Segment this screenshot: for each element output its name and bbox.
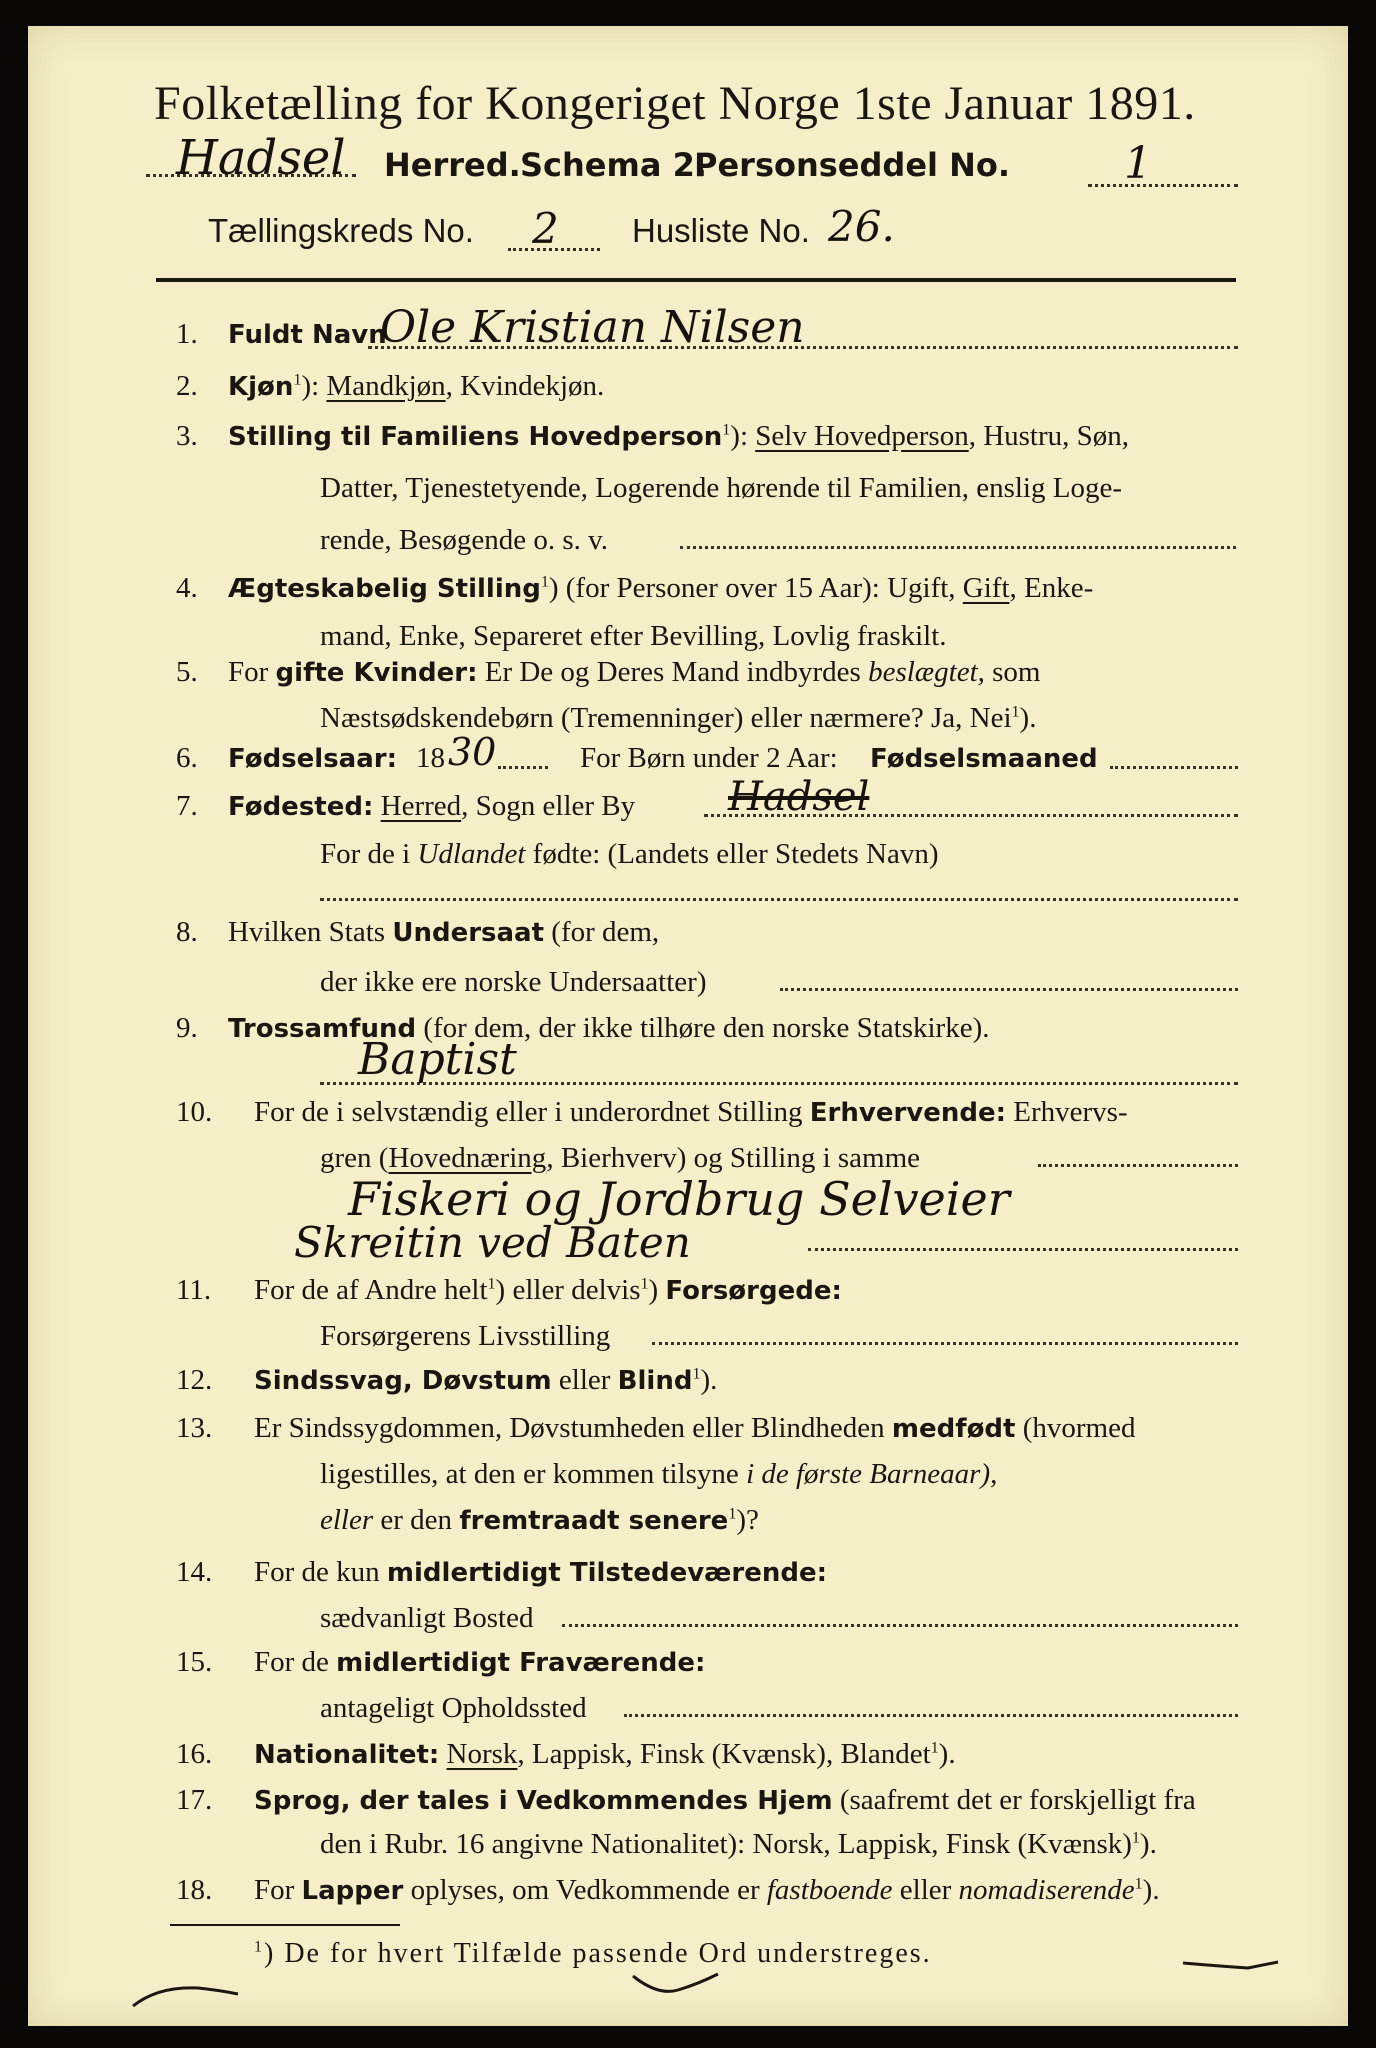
birthplace-line-2 <box>320 838 939 871</box>
dependent-sup-2: 1 <box>640 1275 649 1293</box>
lapp-label: Lapper <box>301 1876 404 1906</box>
occupation-end: Erhvervs- <box>1013 1096 1128 1128</box>
congenital-pre: Er Sindssygdommen, Døvstumheden eller Blindheden <box>254 1412 885 1444</box>
dependent-mid: ) eller delvis <box>495 1274 641 1306</box>
religion-label: Trossamfund <box>228 1014 417 1044</box>
language-end: ). <box>1139 1828 1157 1860</box>
herred-handwritten: Hadsel <box>176 130 346 186</box>
occupation-dotted-line <box>1038 1164 1238 1167</box>
marital-sup: 1 <box>540 573 549 591</box>
position-colon: ): <box>730 420 749 452</box>
congenital-line-3-italic: eller <box>320 1504 374 1536</box>
birthplace-options: , Sogn eller By <box>461 790 636 822</box>
temp-absent-dotted-line <box>624 1714 1238 1717</box>
pen-mark-left <box>128 1976 248 2016</box>
congenital-line-2-pre: ligestilles, at den er kommen tilsyne <box>320 1458 739 1490</box>
dependent-sup-1: 1 <box>487 1275 496 1293</box>
marital-line-1 <box>228 572 1093 605</box>
item-number-18: 18. <box>176 1874 213 1906</box>
abroad-pre: For de i <box>320 838 411 870</box>
lapp-end: ). <box>1142 1874 1160 1906</box>
occupation-line-2 <box>320 1142 920 1175</box>
congenital-line-3-bold: fremtraadt senere <box>459 1506 729 1536</box>
position-dotted-line <box>680 546 1236 549</box>
item-number-7: 7. <box>176 790 198 822</box>
dependent-line-2: Forsørgerens Livsstilling <box>320 1320 611 1352</box>
married-women-label: gifte Kvinder: <box>275 658 478 688</box>
congenital-line-2 <box>320 1458 997 1491</box>
lapp-mid: oplyses, om Vedkommende er <box>410 1874 760 1906</box>
gender-other: , Kvindekjøn. <box>445 370 605 402</box>
occupation-line-1 <box>254 1096 1128 1129</box>
language-sup: 1 <box>1131 1829 1140 1847</box>
congenital-line-3 <box>320 1504 759 1537</box>
lapp-sup: 1 <box>1134 1875 1143 1893</box>
birth-month-label: Fødselsmaaned <box>870 744 1098 774</box>
temp-absent-pre: For de <box>254 1646 329 1678</box>
dependent-close: ) <box>648 1274 659 1306</box>
position-label: Stilling til Familiens Hovedperson <box>228 422 723 452</box>
temp-present-label: midlertidigt Tilstedeværende: <box>386 1558 828 1588</box>
position-options: , Hustru, Søn, <box>968 420 1130 452</box>
birthplace-label: Fødested: <box>228 792 374 822</box>
kreds-label: Tællingskreds No. <box>208 212 474 249</box>
citizenship-pre: Hvilken Stats <box>228 916 386 948</box>
item-number-3: 3. <box>176 420 198 452</box>
nationality-selected: Norsk <box>446 1738 518 1770</box>
married-women-question: Er De og Deres Mand indbyrdes <box>484 656 861 688</box>
position-selected: Selv Hovedperson <box>755 420 969 452</box>
item-number-1: 1. <box>176 318 198 350</box>
husliste-label: Husliste No. <box>632 212 810 249</box>
marital-after: , Enke- <box>1009 572 1094 604</box>
temp-present-line-1 <box>254 1556 827 1589</box>
abroad-dotted-line <box>320 898 1238 901</box>
birth-month-dotted-line <box>1110 766 1238 769</box>
lapp-pre: For <box>254 1874 295 1906</box>
birth-month-note: For Børn under 2 Aar: <box>580 742 838 774</box>
dependent-line-1 <box>254 1274 842 1307</box>
header-rule <box>156 278 1236 282</box>
disability-end: ). <box>700 1364 718 1396</box>
pen-mark-right <box>1178 1948 1288 1978</box>
birth-year-prefix: 18 <box>416 742 445 774</box>
item-number-15: 15. <box>176 1646 213 1678</box>
disability-sup: 1 <box>692 1365 701 1383</box>
congenital-end: (hvormed <box>1022 1412 1136 1444</box>
item-number-13: 13. <box>176 1412 213 1444</box>
temp-absent-line-1 <box>254 1646 705 1679</box>
item-number-4: 4. <box>176 572 198 604</box>
position-line-1 <box>228 420 1129 453</box>
lapp-italic-1: fastboende <box>766 1874 893 1906</box>
occupation-line-2-pre: gren ( <box>320 1142 389 1174</box>
dependent-pre: For de af Andre helt <box>254 1274 488 1306</box>
personseddel-label: Personseddel No. <box>694 146 1011 184</box>
gender-line <box>228 370 604 403</box>
nationality-sup: 1 <box>930 1739 939 1757</box>
position-line-2: Datter, Tjenestetyende, Logerende hørende til Familien, enslig Loge- <box>320 472 1122 504</box>
occupation-label: Erhvervende: <box>809 1098 1007 1128</box>
full-name-value: Ole Kristian Nilsen <box>380 302 805 353</box>
gender-sup: 1 <box>293 371 302 389</box>
citizenship-rest: (for dem, <box>551 916 660 948</box>
temp-present-line-2: sædvanligt Bosted <box>320 1602 534 1634</box>
item-number-6: 6. <box>176 742 198 774</box>
dependent-dotted-line <box>652 1342 1238 1345</box>
item-number-12: 12. <box>176 1364 213 1396</box>
disability-line <box>254 1364 717 1397</box>
temp-absent-label: midlertidigt Fraværende: <box>336 1648 706 1678</box>
married-women-italic: beslægtet, <box>868 656 985 688</box>
citizenship-label: Undersaat <box>392 918 545 948</box>
marital-label: Ægteskabelig Stilling <box>228 574 541 604</box>
schema-label: Schema 2. <box>520 146 707 184</box>
citizenship-line-1 <box>228 916 659 949</box>
footnote-text: ) De for hvert Tilfælde passende Ord understreges. <box>264 1938 932 1969</box>
occupation-selected: Hovednæring <box>388 1142 547 1174</box>
religion-value: Baptist <box>358 1034 517 1085</box>
religion-rest: (for dem, der ikke tilhøre den norske Statskirke). <box>423 1012 990 1044</box>
occupation-value-2: Skreitin ved Baten <box>294 1218 691 1267</box>
gender-colon: ): <box>301 370 320 402</box>
occupation-line-2-post: , Bierhverv) og Stilling i samme <box>546 1142 921 1174</box>
dependent-label: Forsørgede: <box>665 1276 842 1306</box>
occupation-pre: For de i selvstændig eller i underordnet Stilling <box>254 1096 803 1128</box>
citizenship-line-2: der ikke ere norske Undersaatter) <box>320 966 707 998</box>
item-number-2: 2. <box>176 370 198 402</box>
item-number-10: 10. <box>176 1096 213 1128</box>
congenital-label: medfødt <box>891 1414 1016 1444</box>
language-label: Sprog, der tales i Vedkommendes Hjem <box>254 1786 833 1816</box>
lapp-or: eller <box>899 1874 952 1906</box>
lapp-line <box>254 1874 1160 1907</box>
item-number-9: 9. <box>176 1012 198 1044</box>
footnote-rule <box>170 1924 400 1926</box>
census-form-sheet <box>28 26 1348 2026</box>
footnote <box>254 1938 932 1970</box>
congenital-line-2-italic: i de første Barneaar), <box>746 1458 998 1490</box>
congenital-line-3-mid: er den <box>380 1504 453 1536</box>
footnote-sup: 1 <box>254 1938 264 1956</box>
kreds-number: 2 <box>532 204 559 253</box>
occupation-value-1: Fiskeri og Jordbrug Selveier <box>348 1172 1010 1226</box>
full-name-label: Fuldt Navn <box>228 320 387 350</box>
herred-label: Herred. <box>384 146 521 184</box>
marital-selected: Gift <box>962 572 1010 604</box>
occupation-dotted-line-2 <box>808 1248 1238 1251</box>
position-sup: 1 <box>722 421 731 439</box>
gender-label: Kjøn <box>228 372 294 402</box>
birth-year-dotted-line <box>498 766 548 769</box>
marital-pre: ) (for Personer over 15 Aar): Ugift, <box>548 572 956 604</box>
personseddel-number: 1 <box>1124 138 1152 189</box>
disability-mid: eller <box>558 1364 611 1396</box>
congenital-sup: 1 <box>728 1505 737 1523</box>
disability-label: Sindssvag, Døvstum <box>254 1366 552 1396</box>
married-women-sup: 1 <box>1011 703 1020 721</box>
nationality-label: Nationalitet: <box>254 1740 440 1770</box>
congenital-line-1 <box>254 1412 1135 1445</box>
birthplace-selected: Herred <box>380 790 462 822</box>
language-line-2 <box>320 1828 1157 1861</box>
item-number-16: 16. <box>176 1738 213 1770</box>
married-women-line-1 <box>228 656 1040 689</box>
position-line-3: rende, Besøgende o. s. v. <box>320 524 609 556</box>
married-women-line-2 <box>320 702 1036 735</box>
married-women-pre: For <box>228 656 269 688</box>
item-number-11: 11. <box>176 1274 212 1306</box>
temp-present-pre: For de kun <box>254 1556 380 1588</box>
language-rest: (saafremt det er forskjelligt fra <box>839 1784 1196 1816</box>
item-number-17: 17. <box>176 1784 213 1816</box>
item-number-5: 5. <box>176 656 198 688</box>
birthplace-line-1 <box>228 790 635 823</box>
disability-label-2: Blind <box>617 1366 693 1396</box>
abroad-italic: Udlandet <box>417 838 526 870</box>
personseddel-dotted-line <box>1088 184 1238 187</box>
husliste-number: 26. <box>828 202 895 251</box>
pen-mark-center <box>628 1966 728 2006</box>
lapp-italic-2: nomadiserende <box>958 1874 1135 1906</box>
religion-line-1 <box>228 1012 989 1045</box>
language-line-1 <box>254 1784 1196 1817</box>
language-line-2-text: den i Rubr. 16 angivne Nationalitet): Norsk, Lappisk, Finsk (Kvænsk) <box>320 1828 1132 1860</box>
married-women-close: ). <box>1019 702 1037 734</box>
citizenship-dotted-line <box>780 988 1238 991</box>
gender-selected: Mandkjøn <box>326 370 446 402</box>
temp-absent-line-2: antageligt Opholdssted <box>320 1692 587 1724</box>
abroad-post: fødte: (Landets eller Stedets Navn) <box>532 838 939 870</box>
birth-year-value: 30 <box>448 730 497 774</box>
form-title: Folketælling for Kongeriget Norge 1ste Januar 1891. <box>154 77 1196 130</box>
birthplace-value: Hadsel <box>728 774 870 820</box>
temp-present-dotted-line <box>562 1624 1238 1627</box>
married-women-end: som <box>992 656 1041 688</box>
congenital-line-3-end: )? <box>736 1504 759 1536</box>
marital-line-2: mand, Enke, Separeret efter Bevilling, Lovlig fraskilt. <box>320 620 947 652</box>
item-number-8: 8. <box>176 916 198 948</box>
married-women-line-2-text: Næstsødskendebørn (Tremenninger) eller nærmere? Ja, Nei <box>320 702 1012 734</box>
birth-year-label: Fødselsaar: <box>228 744 397 774</box>
nationality-options: , Lappisk, Finsk (Kvænsk), Blandet <box>517 1738 931 1770</box>
nationality-line <box>254 1738 956 1771</box>
item-number-14: 14. <box>176 1556 213 1588</box>
nationality-end: ). <box>938 1738 956 1770</box>
